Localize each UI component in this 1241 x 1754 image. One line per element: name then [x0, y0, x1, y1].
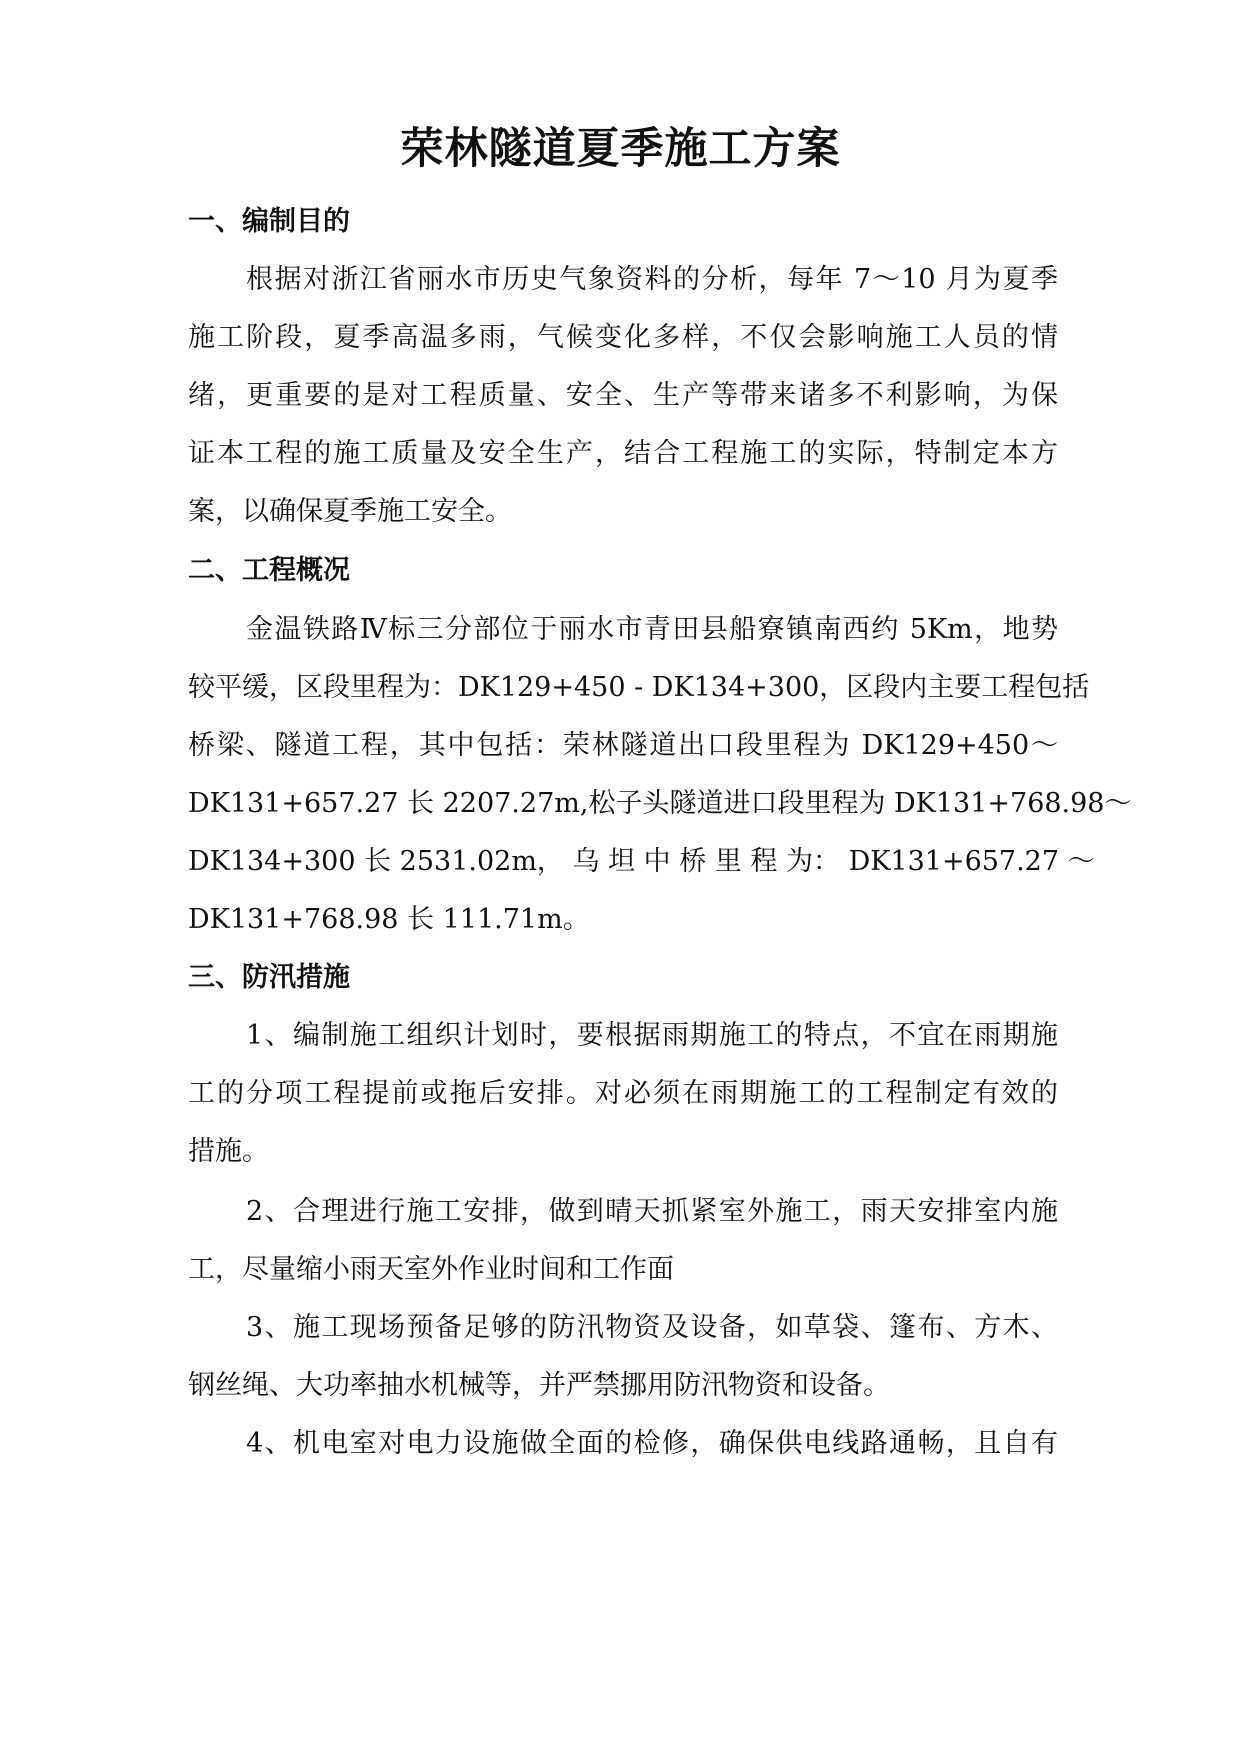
- paragraph-line: 2、合理进行施工安排，做到晴天抓紧室外施工，雨天安排室内施: [246, 1196, 1058, 1227]
- paragraph-line: 施工阶段，夏季高温多雨，气候变化多样，不仅会影响施工人员的情: [188, 322, 1058, 353]
- document-title: 荣林隧道夏季施工方案: [400, 124, 841, 174]
- section-heading-purpose: 一、编制目的: [188, 206, 350, 237]
- section-heading-flood-control: 三、防汛措施: [188, 962, 350, 993]
- paragraph-line: 工的分项工程提前或拖后安排。对必须在雨期施工的工程制定有效的: [188, 1078, 1058, 1109]
- paragraph-line: 金温铁路Ⅳ标三分部位于丽水市青田县船寮镇南西约 5Km，地势: [246, 614, 1058, 645]
- paragraph-line: 案，以确保夏季施工安全。: [188, 496, 512, 527]
- paragraph-line: 证本工程的施工质量及安全生产，结合工程施工的实际，特制定本方: [188, 438, 1058, 469]
- paragraph-line: 桥梁、隧道工程，其中包括：荣林隧道出口段里程为 DK129+450～: [188, 730, 1058, 761]
- paragraph-line: 钢丝绳、大功率抽水机械等，并严禁挪用防汛物资和设备。: [188, 1370, 890, 1401]
- paragraph-line: 3、施工现场预备足够的防汛物资及设备，如草袋、篷布、方木、: [246, 1312, 1058, 1343]
- paragraph-line: DK134+300 长 2531.02m， 乌 坦 中 桥 里 程 为： DK131+657.27 ～: [188, 846, 1095, 877]
- paragraph-line: 4、机电室对电力设施做全面的检修，确保供电线路通畅，且自有: [246, 1428, 1058, 1459]
- paragraph-line: 绪，更重要的是对工程质量、安全、生产等带来诸多不利影响，为保: [188, 380, 1058, 411]
- paragraph-line: DK131+768.98 长 111.71m。: [188, 904, 590, 935]
- paragraph-line: 措施。: [188, 1136, 269, 1167]
- paragraph-line: 工，尽量缩小雨天室外作业时间和工作面: [188, 1254, 674, 1285]
- paragraph-line: DK131+657.27 长 2207.27m,松子头隧道进口段里程为 DK131+768.98～: [188, 788, 1132, 819]
- paragraph-line: 较平缓，区段里程为：DK129+450 - DK134+300，区段内主要工程包括: [188, 672, 1090, 703]
- section-heading-overview: 二、工程概况: [188, 555, 350, 586]
- paragraph-line: 根据对浙江省丽水市历史气象资料的分析，每年 7～10 月为夏季: [246, 264, 1058, 295]
- paragraph-line: 1、编制施工组织计划时，要根据雨期施工的特点，不宜在雨期施: [246, 1020, 1058, 1051]
